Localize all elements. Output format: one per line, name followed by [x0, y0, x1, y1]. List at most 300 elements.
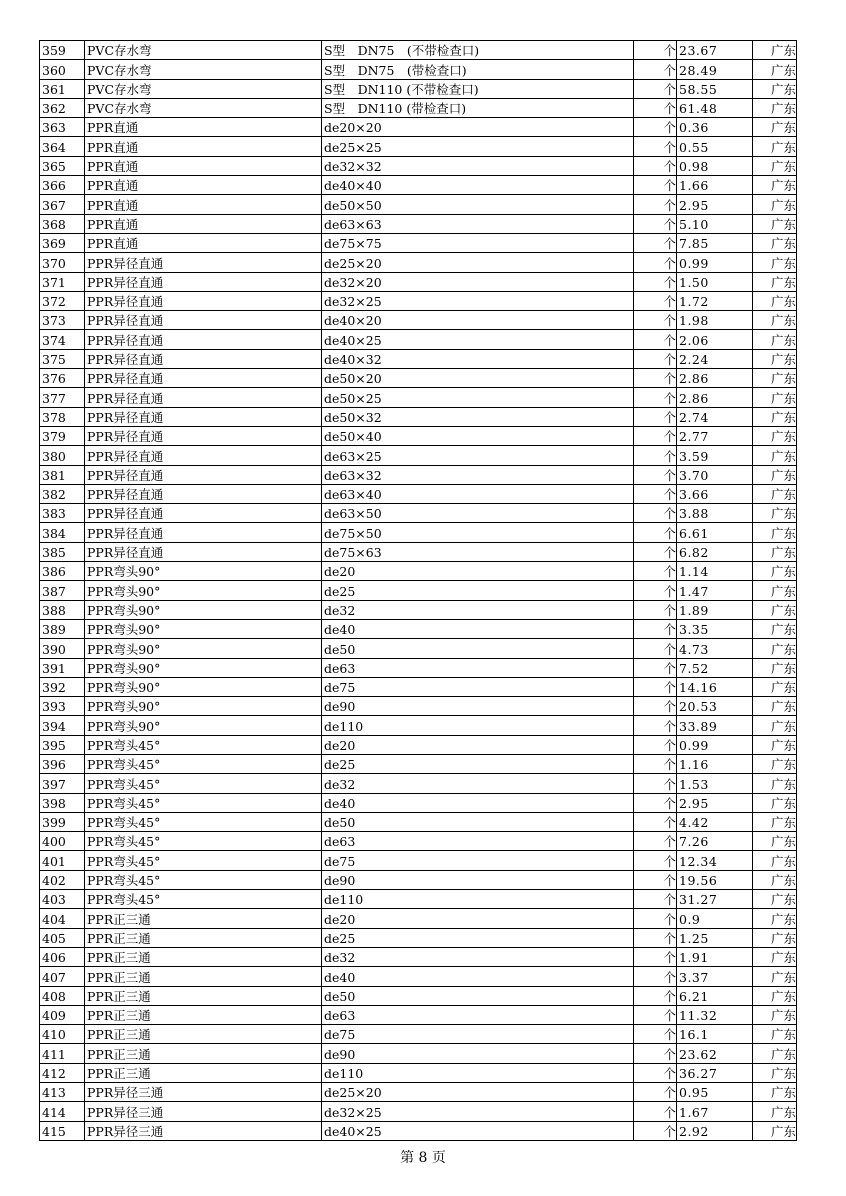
item-unit: 个 [634, 1044, 677, 1063]
item-region: 广东 [753, 639, 797, 658]
row-number: 382 [40, 484, 85, 503]
item-region: 广东 [753, 349, 797, 368]
item-unit: 个 [634, 793, 677, 812]
item-spec: de110 [322, 716, 634, 735]
item-unit: 个 [634, 986, 677, 1005]
item-price: 2.77 [677, 426, 753, 445]
item-spec: de32 [322, 600, 634, 619]
item-spec: de20 [322, 735, 634, 754]
item-region: 广东 [753, 233, 797, 252]
item-unit: 个 [634, 504, 677, 523]
row-number: 368 [40, 214, 85, 233]
item-name: PPR正三通 [85, 967, 322, 986]
row-number: 403 [40, 890, 85, 909]
item-price: 0.98 [677, 156, 753, 175]
item-name: PPR直通 [85, 214, 322, 233]
item-unit: 个 [634, 60, 677, 79]
row-number: 371 [40, 272, 85, 291]
item-name: PPR弯头90° [85, 619, 322, 638]
item-name: PVC存水弯 [85, 79, 322, 98]
item-name: PPR弯头45° [85, 870, 322, 889]
item-price: 31.27 [677, 890, 753, 909]
item-name: PPR异径直通 [85, 504, 322, 523]
item-name: PPR弯头45° [85, 851, 322, 870]
item-unit: 个 [634, 581, 677, 600]
item-region: 广东 [753, 562, 797, 581]
item-unit: 个 [634, 967, 677, 986]
table-row [40, 870, 797, 889]
item-price: 5.10 [677, 214, 753, 233]
item-name: PPR异径三通 [85, 1083, 322, 1102]
item-spec: de20 [322, 909, 634, 928]
row-number: 373 [40, 311, 85, 330]
item-unit: 个 [634, 272, 677, 291]
item-spec: de32×25 [322, 291, 634, 310]
item-name: PPR弯头90° [85, 697, 322, 716]
item-unit: 个 [634, 851, 677, 870]
page-number: 第 8 页 [400, 1150, 446, 1166]
item-region: 广东 [753, 890, 797, 909]
item-name: PVC存水弯 [85, 60, 322, 79]
table-row [40, 851, 797, 870]
item-price: 58.55 [677, 79, 753, 98]
item-region: 广东 [753, 793, 797, 812]
item-price: 20.53 [677, 697, 753, 716]
item-price: 6.61 [677, 523, 753, 542]
item-unit: 个 [634, 137, 677, 156]
item-unit: 个 [634, 1083, 677, 1102]
table-row [40, 1102, 797, 1121]
row-number: 383 [40, 504, 85, 523]
table-row [40, 407, 797, 426]
item-spec: de75×63 [322, 542, 634, 561]
item-spec: de75×75 [322, 233, 634, 252]
item-spec: de32 [322, 947, 634, 966]
item-name: PPR异径三通 [85, 1121, 322, 1140]
item-unit: 个 [634, 658, 677, 677]
table-row [40, 523, 797, 542]
table-row [40, 928, 797, 947]
item-unit: 个 [634, 1102, 677, 1121]
item-spec: de32×25 [322, 1102, 634, 1121]
row-number: 378 [40, 407, 85, 426]
table-row [40, 639, 797, 658]
table-row [40, 214, 797, 233]
item-spec: de75 [322, 677, 634, 696]
table-row [40, 291, 797, 310]
item-price: 2.86 [677, 369, 753, 388]
item-unit: 个 [634, 79, 677, 98]
table-row [40, 947, 797, 966]
row-number: 359 [40, 41, 85, 60]
item-unit: 个 [634, 330, 677, 349]
item-name: PPR异径直通 [85, 484, 322, 503]
table-row [40, 1005, 797, 1024]
item-region: 广东 [753, 272, 797, 291]
table-row [40, 697, 797, 716]
item-name: PPR正三通 [85, 1025, 322, 1044]
table-row [40, 446, 797, 465]
item-region: 广东 [753, 1102, 797, 1121]
item-region: 广东 [753, 1063, 797, 1082]
item-unit: 个 [634, 890, 677, 909]
table-row [40, 253, 797, 272]
item-name: PPR异径直通 [85, 291, 322, 310]
item-unit: 个 [634, 118, 677, 137]
item-price: 2.24 [677, 349, 753, 368]
item-name: PPR弯头45° [85, 774, 322, 793]
item-region: 广东 [753, 176, 797, 195]
item-name: PPR异径直通 [85, 542, 322, 561]
table-row [40, 79, 797, 98]
item-region: 广东 [753, 311, 797, 330]
item-spec: de32 [322, 774, 634, 793]
item-name: PPR异径直通 [85, 523, 322, 542]
table-row [40, 986, 797, 1005]
item-unit: 个 [634, 947, 677, 966]
table-row [40, 426, 797, 445]
item-name: PPR异径直通 [85, 465, 322, 484]
price-sheet [39, 40, 796, 1140]
item-price: 2.86 [677, 388, 753, 407]
item-name: PPR正三通 [85, 1063, 322, 1082]
item-region: 广东 [753, 214, 797, 233]
item-spec: de50 [322, 639, 634, 658]
item-region: 广东 [753, 832, 797, 851]
item-unit: 个 [634, 176, 677, 195]
item-region: 广东 [753, 812, 797, 831]
item-name: PPR正三通 [85, 928, 322, 947]
item-region: 广东 [753, 735, 797, 754]
item-spec: de63×40 [322, 484, 634, 503]
row-number: 411 [40, 1044, 85, 1063]
item-unit: 个 [634, 754, 677, 773]
item-region: 广东 [753, 716, 797, 735]
item-region: 广东 [753, 909, 797, 928]
item-name: PPR弯头90° [85, 562, 322, 581]
item-price: 1.91 [677, 947, 753, 966]
table-row [40, 98, 797, 117]
item-unit: 个 [634, 716, 677, 735]
item-unit: 个 [634, 1063, 677, 1082]
table-row [40, 658, 797, 677]
item-price: 2.74 [677, 407, 753, 426]
item-region: 广东 [753, 542, 797, 561]
item-unit: 个 [634, 832, 677, 851]
item-price: 0.9 [677, 909, 753, 928]
row-number: 363 [40, 118, 85, 137]
item-name: PPR异径直通 [85, 311, 322, 330]
item-name: PPR直通 [85, 176, 322, 195]
item-region: 广东 [753, 504, 797, 523]
item-spec: de20 [322, 562, 634, 581]
item-price: 12.34 [677, 851, 753, 870]
item-name: PPR异径直通 [85, 446, 322, 465]
item-name: PPR弯头45° [85, 890, 322, 909]
item-region: 广东 [753, 484, 797, 503]
table-row [40, 504, 797, 523]
row-number: 392 [40, 677, 85, 696]
item-price: 4.73 [677, 639, 753, 658]
item-region: 广东 [753, 851, 797, 870]
table-row [40, 774, 797, 793]
item-price: 16.1 [677, 1025, 753, 1044]
table-row [40, 60, 797, 79]
item-spec: de40 [322, 967, 634, 986]
row-number: 408 [40, 986, 85, 1005]
item-region: 广东 [753, 967, 797, 986]
item-unit: 个 [634, 639, 677, 658]
item-unit: 个 [634, 98, 677, 117]
table-row [40, 832, 797, 851]
item-unit: 个 [634, 214, 677, 233]
row-number: 376 [40, 369, 85, 388]
item-region: 广东 [753, 253, 797, 272]
table-row [40, 600, 797, 619]
table-row [40, 716, 797, 735]
row-number: 391 [40, 658, 85, 677]
item-price: 3.88 [677, 504, 753, 523]
item-price: 28.49 [677, 60, 753, 79]
item-price: 0.36 [677, 118, 753, 137]
item-unit: 个 [634, 311, 677, 330]
item-name: PPR弯头45° [85, 832, 322, 851]
item-spec: S型 DN110 (不带检查口) [322, 79, 634, 98]
row-number: 396 [40, 754, 85, 773]
item-unit: 个 [634, 562, 677, 581]
table-row [40, 1063, 797, 1082]
row-number: 380 [40, 446, 85, 465]
item-region: 广东 [753, 928, 797, 947]
item-spec: de25×20 [322, 253, 634, 272]
table-row [40, 909, 797, 928]
item-spec: de50×20 [322, 369, 634, 388]
item-spec: de40×25 [322, 1121, 634, 1140]
item-region: 广东 [753, 870, 797, 889]
row-number: 374 [40, 330, 85, 349]
item-region: 广东 [753, 600, 797, 619]
item-name: PPR异径直通 [85, 330, 322, 349]
item-price: 7.52 [677, 658, 753, 677]
item-name: PVC存水弯 [85, 98, 322, 117]
table-row [40, 890, 797, 909]
item-unit: 个 [634, 774, 677, 793]
item-spec: de25×20 [322, 1083, 634, 1102]
table-row [40, 1025, 797, 1044]
row-number: 367 [40, 195, 85, 214]
item-name: PPR直通 [85, 118, 322, 137]
item-region: 广东 [753, 137, 797, 156]
row-number: 397 [40, 774, 85, 793]
item-spec: de40 [322, 619, 634, 638]
table-row [40, 465, 797, 484]
item-region: 广东 [753, 774, 797, 793]
item-region: 广东 [753, 1044, 797, 1063]
item-price: 0.99 [677, 253, 753, 272]
item-name: PPR异径直通 [85, 272, 322, 291]
item-unit: 个 [634, 1121, 677, 1140]
item-price: 1.66 [677, 176, 753, 195]
table-row [40, 233, 797, 252]
item-spec: de50×40 [322, 426, 634, 445]
item-unit: 个 [634, 291, 677, 310]
row-number: 404 [40, 909, 85, 928]
item-name: PPR弯头90° [85, 677, 322, 696]
item-region: 广东 [753, 369, 797, 388]
item-region: 广东 [753, 947, 797, 966]
item-price: 1.50 [677, 272, 753, 291]
item-unit: 个 [634, 600, 677, 619]
row-number: 384 [40, 523, 85, 542]
item-region: 广东 [753, 118, 797, 137]
item-region: 广东 [753, 195, 797, 214]
item-unit: 个 [634, 407, 677, 426]
item-region: 广东 [753, 1121, 797, 1140]
table-row [40, 484, 797, 503]
row-number: 395 [40, 735, 85, 754]
item-region: 广东 [753, 697, 797, 716]
item-name: PPR异径直通 [85, 349, 322, 368]
item-price: 2.06 [677, 330, 753, 349]
item-spec: S型 DN110 (带检查口) [322, 98, 634, 117]
item-price: 23.62 [677, 1044, 753, 1063]
item-price: 1.98 [677, 311, 753, 330]
item-price: 2.95 [677, 793, 753, 812]
row-number: 387 [40, 581, 85, 600]
item-price: 1.89 [677, 600, 753, 619]
row-number: 402 [40, 870, 85, 889]
item-spec: de90 [322, 697, 634, 716]
item-spec: de75 [322, 1025, 634, 1044]
item-region: 广东 [753, 754, 797, 773]
item-name: PPR弯头90° [85, 658, 322, 677]
row-number: 362 [40, 98, 85, 117]
row-number: 369 [40, 233, 85, 252]
item-region: 广东 [753, 388, 797, 407]
table-row [40, 1044, 797, 1063]
item-price: 6.82 [677, 542, 753, 561]
table-row [40, 272, 797, 291]
item-price: 19.56 [677, 870, 753, 889]
item-unit: 个 [634, 812, 677, 831]
item-price: 1.72 [677, 291, 753, 310]
item-region: 广东 [753, 79, 797, 98]
item-spec: de40×32 [322, 349, 634, 368]
item-spec: de40×20 [322, 311, 634, 330]
row-number: 370 [40, 253, 85, 272]
item-name: PPR弯头90° [85, 600, 322, 619]
item-price: 23.67 [677, 41, 753, 60]
item-region: 广东 [753, 426, 797, 445]
item-price: 4.42 [677, 812, 753, 831]
row-number: 365 [40, 156, 85, 175]
item-name: PPR弯头45° [85, 754, 322, 773]
item-name: PPR直通 [85, 233, 322, 252]
item-spec: de63×25 [322, 446, 634, 465]
table-row [40, 754, 797, 773]
item-region: 广东 [753, 41, 797, 60]
item-region: 广东 [753, 1005, 797, 1024]
item-unit: 个 [634, 465, 677, 484]
row-number: 410 [40, 1025, 85, 1044]
item-price: 1.53 [677, 774, 753, 793]
item-region: 广东 [753, 1025, 797, 1044]
item-region: 广东 [753, 619, 797, 638]
item-price: 7.26 [677, 832, 753, 851]
item-spec: de110 [322, 890, 634, 909]
row-number: 385 [40, 542, 85, 561]
item-unit: 个 [634, 233, 677, 252]
row-number: 386 [40, 562, 85, 581]
table-row [40, 369, 797, 388]
item-name: PPR弯头45° [85, 735, 322, 754]
item-region: 广东 [753, 98, 797, 117]
item-unit: 个 [634, 909, 677, 928]
item-name: PPR正三通 [85, 1005, 322, 1024]
item-price: 3.59 [677, 446, 753, 465]
item-price: 33.89 [677, 716, 753, 735]
row-number: 366 [40, 176, 85, 195]
item-name: PPR直通 [85, 195, 322, 214]
table-row [40, 311, 797, 330]
item-unit: 个 [634, 369, 677, 388]
row-number: 379 [40, 426, 85, 445]
item-spec: de25 [322, 581, 634, 600]
item-unit: 个 [634, 41, 677, 60]
item-region: 广东 [753, 446, 797, 465]
item-spec: de90 [322, 1044, 634, 1063]
item-price: 6.21 [677, 986, 753, 1005]
item-spec: de90 [322, 870, 634, 889]
item-spec: de63 [322, 658, 634, 677]
item-name: PPR正三通 [85, 909, 322, 928]
item-price: 1.47 [677, 581, 753, 600]
row-number: 377 [40, 388, 85, 407]
item-spec: de50 [322, 986, 634, 1005]
item-price: 61.48 [677, 98, 753, 117]
price-table [39, 40, 797, 1141]
item-name: PPR弯头90° [85, 716, 322, 735]
table-row [40, 388, 797, 407]
table-row [40, 812, 797, 831]
row-number: 413 [40, 1083, 85, 1102]
item-name: PPR异径直通 [85, 426, 322, 445]
item-region: 广东 [753, 523, 797, 542]
row-number: 381 [40, 465, 85, 484]
item-unit: 个 [634, 253, 677, 272]
item-region: 广东 [753, 465, 797, 484]
item-spec: de63×50 [322, 504, 634, 523]
item-name: PPR异径直通 [85, 369, 322, 388]
row-number: 401 [40, 851, 85, 870]
item-name: PPR异径直通 [85, 388, 322, 407]
item-region: 广东 [753, 330, 797, 349]
row-number: 400 [40, 832, 85, 851]
price-table-body [40, 41, 797, 1141]
item-spec: de40×25 [322, 330, 634, 349]
row-number: 405 [40, 928, 85, 947]
table-row [40, 137, 797, 156]
item-unit: 个 [634, 677, 677, 696]
row-number: 414 [40, 1102, 85, 1121]
item-price: 3.70 [677, 465, 753, 484]
item-spec: de40 [322, 793, 634, 812]
row-number: 406 [40, 947, 85, 966]
item-unit: 个 [634, 349, 677, 368]
item-unit: 个 [634, 446, 677, 465]
item-spec: de50×32 [322, 407, 634, 426]
row-number: 399 [40, 812, 85, 831]
